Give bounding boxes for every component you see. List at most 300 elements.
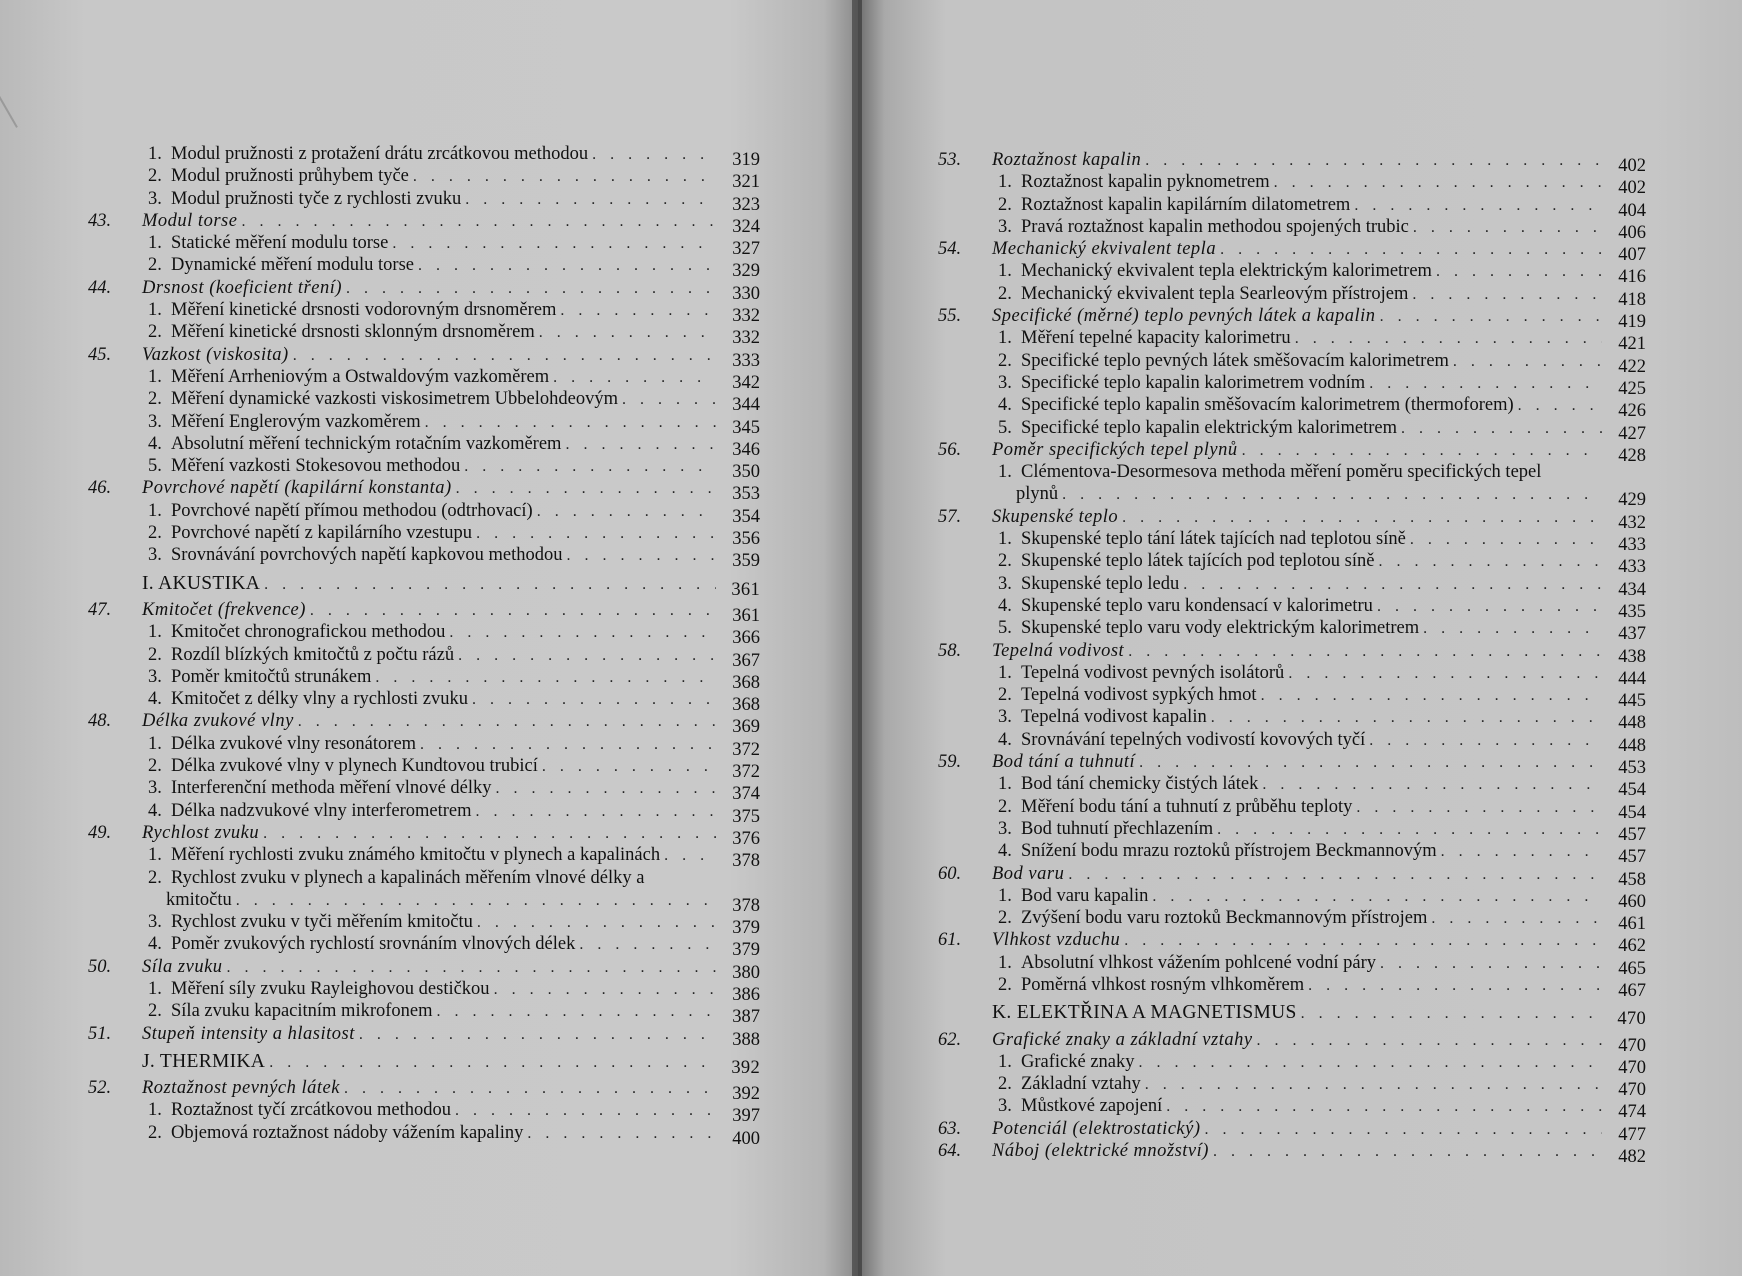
entry-number: 2. bbox=[148, 1122, 162, 1143]
dot-leader bbox=[1068, 864, 1602, 886]
entry-page-number: 470 bbox=[1618, 1035, 1646, 1056]
dot-leader bbox=[1412, 284, 1602, 306]
toc-entry-sub bbox=[938, 952, 1646, 979]
left-page bbox=[0, 0, 858, 1276]
entry-title: Roztažnost pevných látek bbox=[142, 1078, 340, 1099]
dot-leader bbox=[553, 367, 716, 389]
entry-number: 1. bbox=[998, 952, 1012, 973]
entry-number: 4. bbox=[998, 395, 1012, 416]
entry-page-number: 477 bbox=[1618, 1124, 1646, 1145]
entry-number: 4. bbox=[148, 433, 162, 454]
dot-leader bbox=[1410, 529, 1602, 551]
entry-page-number: 462 bbox=[1618, 936, 1646, 957]
entry-title: Dynamické měření modulu torse bbox=[171, 255, 415, 276]
entry-number: 1. bbox=[998, 662, 1012, 683]
entry-page-number: 379 bbox=[732, 918, 760, 939]
dot-leader bbox=[359, 1024, 716, 1046]
toc-entry-sub bbox=[88, 844, 760, 872]
entry-title: Grafické znaky bbox=[1021, 1051, 1135, 1072]
dot-leader bbox=[1378, 551, 1602, 573]
entry-page-number: 380 bbox=[732, 962, 760, 983]
entry-number: 2. bbox=[148, 523, 162, 544]
toc-entry-sub bbox=[88, 755, 760, 783]
entry-number: 2. bbox=[998, 908, 1012, 929]
entry-title: Můstkové zapojení bbox=[1021, 1096, 1163, 1117]
toc-entry-sub bbox=[88, 522, 760, 550]
dot-leader bbox=[1242, 440, 1602, 462]
entry-page-number: 332 bbox=[732, 328, 760, 349]
entry-number: 55. bbox=[938, 306, 962, 327]
entry-page-number: 461 bbox=[1618, 914, 1646, 935]
entry-title: Drsnost (koeficient tření) bbox=[142, 277, 343, 298]
entry-page-number: 434 bbox=[1618, 579, 1646, 600]
entry-title: Měření tepelné kapacity kalorimetru bbox=[1021, 328, 1291, 349]
toc-entry-sub bbox=[88, 232, 760, 260]
entry-page-number: 359 bbox=[732, 551, 760, 572]
toc-entry-sub bbox=[88, 388, 760, 416]
entry-page-number: 454 bbox=[1618, 802, 1646, 823]
entry-title: I. AKUSTIKA bbox=[142, 572, 261, 594]
dot-leader bbox=[476, 523, 716, 545]
dot-leader bbox=[437, 1001, 716, 1023]
dot-leader bbox=[592, 144, 716, 166]
toc-entry-sub bbox=[938, 796, 1646, 823]
dot-leader bbox=[1220, 239, 1602, 261]
book-gutter bbox=[852, 0, 862, 1276]
toc-entry-sub bbox=[938, 1073, 1646, 1101]
entry-title: Měření rychlosti zvuku známého kmitočtu v plynech a kapalinách bbox=[171, 845, 661, 866]
entry-title: Roztažnost kapalin bbox=[992, 150, 1142, 170]
dot-leader bbox=[1369, 730, 1602, 752]
entry-title: Rychlost zvuku bbox=[142, 822, 260, 843]
dot-leader bbox=[449, 622, 716, 644]
entry-title: Kmitočet chronografickou methodou bbox=[171, 622, 446, 643]
entry-title: Vlhkost vzduchu bbox=[992, 930, 1121, 951]
entry-title: Tepelná vodivost pevných isolátorů bbox=[1021, 662, 1285, 683]
entry-title: Skupenské teplo varu kondensací v kalorimetru bbox=[1021, 595, 1373, 616]
page-mark bbox=[0, 92, 18, 128]
entry-page-number: 387 bbox=[732, 1007, 760, 1028]
entry-number: 1. bbox=[998, 529, 1012, 550]
entry-page-number: 458 bbox=[1618, 869, 1646, 890]
toc-entry-sub bbox=[938, 194, 1646, 221]
toc-entry-main bbox=[88, 572, 760, 600]
dot-leader bbox=[1122, 507, 1602, 529]
entry-page-number: 445 bbox=[1618, 691, 1646, 712]
entry-title: Pravá roztažnost kapalin methodou spojených trubic bbox=[1021, 216, 1409, 237]
entry-number: 1. bbox=[148, 233, 162, 254]
entry-number: 4. bbox=[998, 841, 1012, 862]
dot-leader bbox=[565, 434, 716, 456]
entry-page-number: 332 bbox=[732, 306, 760, 327]
entry-title: Specifické teplo pevných látek směšovacím kalorimetrem bbox=[1021, 350, 1449, 371]
dot-leader bbox=[472, 689, 716, 711]
dot-leader bbox=[1354, 195, 1602, 217]
toc-entry-sub bbox=[88, 254, 760, 282]
entry-title: Měření dynamické vazkosti viskosimetrem Ubbelohdeovým bbox=[171, 389, 618, 410]
entry-number: 3. bbox=[998, 818, 1012, 839]
entry-number: 3. bbox=[148, 778, 162, 799]
dot-leader bbox=[1441, 841, 1602, 863]
dot-leader bbox=[464, 456, 716, 478]
entry-title: plynů bbox=[1016, 484, 1059, 505]
dot-leader bbox=[1401, 418, 1602, 440]
entry-number: 43. bbox=[88, 210, 112, 231]
entry-page-number: 368 bbox=[732, 695, 760, 716]
entry-number: 2. bbox=[148, 867, 162, 888]
entry-page-number: 453 bbox=[1618, 758, 1646, 779]
entry-page-number: 397 bbox=[732, 1106, 760, 1127]
toc-entry-sub bbox=[88, 1000, 760, 1028]
toc-entry-sec bbox=[938, 640, 1646, 667]
entry-number: 3. bbox=[148, 666, 162, 687]
entry-number: 56. bbox=[938, 439, 962, 460]
dot-leader bbox=[1205, 1119, 1602, 1141]
entry-title: Poměr specifických tepel plynů bbox=[992, 439, 1238, 460]
toc-entry-sub bbox=[88, 366, 760, 393]
toc-entry-sub bbox=[938, 372, 1646, 399]
toc-entry-sub bbox=[88, 1122, 760, 1149]
entry-page-number: 427 bbox=[1618, 423, 1646, 444]
right-page bbox=[858, 0, 1742, 1276]
dot-leader bbox=[298, 711, 716, 733]
entry-title: Povrchové napětí přímou methodou (odtrhovací) bbox=[171, 500, 533, 521]
dot-leader bbox=[1262, 774, 1602, 796]
dot-leader bbox=[413, 166, 716, 188]
entry-title: Absolutní měření technickým rotačním vazkoměrem bbox=[171, 433, 562, 454]
dot-leader bbox=[664, 845, 716, 867]
entry-number: 47. bbox=[88, 599, 112, 620]
entry-title: Clémentova-Desormesova methoda měření poměru specifických tepel bbox=[1021, 462, 1542, 483]
dot-leader bbox=[1183, 574, 1602, 596]
toc-entry-sec bbox=[938, 1118, 1646, 1145]
entry-page-number: 421 bbox=[1618, 334, 1646, 355]
dot-leader bbox=[1257, 1030, 1602, 1052]
entry-number: 1. bbox=[148, 733, 162, 754]
entry-title: Tepelná vodivost kapalin bbox=[1021, 707, 1207, 728]
entry-page-number: 361 bbox=[731, 579, 760, 600]
entry-title: Roztažnost kapalin kapilárním dilatometrem bbox=[1021, 194, 1351, 215]
entry-title: Bod tání a tuhnutí bbox=[992, 752, 1136, 773]
toc-entry-sec bbox=[938, 1029, 1646, 1056]
entry-page-number: 345 bbox=[732, 417, 760, 438]
entry-title: kmitočtu bbox=[166, 889, 232, 910]
toc-entry-sub bbox=[938, 729, 1646, 756]
entry-page-number: 460 bbox=[1618, 891, 1646, 912]
dot-leader bbox=[476, 801, 716, 823]
toc-entry-sec bbox=[88, 210, 760, 237]
toc-entry-sec bbox=[88, 477, 760, 505]
entry-number: 46. bbox=[88, 478, 112, 499]
entry-page-number: 329 bbox=[732, 261, 760, 282]
entry-page-number: 350 bbox=[732, 462, 760, 483]
toc-entry-sub bbox=[938, 1095, 1646, 1123]
entry-number: 53. bbox=[938, 150, 962, 170]
dot-leader bbox=[456, 478, 716, 500]
entry-title: Náboj (elektrické množství) bbox=[992, 1141, 1209, 1162]
entry-number: 57. bbox=[938, 506, 962, 527]
dot-leader bbox=[263, 823, 716, 845]
toc-entry-sub bbox=[938, 1051, 1646, 1078]
entry-page-number: 368 bbox=[732, 672, 760, 693]
entry-page-number: 474 bbox=[1618, 1102, 1646, 1123]
toc-entry-sub bbox=[88, 143, 760, 170]
entry-page-number: 418 bbox=[1618, 289, 1646, 310]
entry-page-number: 419 bbox=[1618, 312, 1646, 333]
toc-entry-sec bbox=[88, 710, 760, 738]
dot-leader bbox=[269, 1052, 716, 1074]
entry-title: Interferenční methoda měření vlnové délky bbox=[171, 778, 492, 799]
toc-entry-cont bbox=[938, 483, 1646, 511]
dot-leader bbox=[310, 600, 716, 622]
dot-leader bbox=[1124, 930, 1602, 952]
entry-page-number: 378 bbox=[732, 851, 760, 872]
toc-entry-sub bbox=[88, 621, 760, 649]
entry-page-number: 402 bbox=[1618, 178, 1646, 199]
entry-page-number: 353 bbox=[732, 484, 760, 505]
toc-entry-sub bbox=[938, 617, 1646, 645]
entry-page-number: 354 bbox=[732, 506, 760, 527]
entry-title: Délka nadzvukové vlny interferometrem bbox=[171, 800, 472, 821]
entry-page-number: 457 bbox=[1618, 824, 1646, 845]
entry-page-number: 375 bbox=[732, 806, 760, 827]
toc-entry-sec bbox=[938, 439, 1646, 466]
toc-entry-sec bbox=[88, 822, 760, 849]
dot-leader bbox=[1288, 663, 1602, 685]
toc-entry-sub bbox=[938, 595, 1646, 622]
entry-number: 50. bbox=[88, 956, 112, 977]
entry-page-number: 457 bbox=[1618, 847, 1646, 868]
toc-entry-sub bbox=[88, 500, 760, 527]
toc-entry-sec bbox=[938, 751, 1646, 779]
entry-page-number: 404 bbox=[1618, 200, 1646, 221]
entry-number: 1. bbox=[998, 261, 1012, 282]
entry-title: Síla zvuku kapacitním mikrofonem bbox=[171, 1001, 433, 1022]
dot-leader bbox=[537, 501, 716, 523]
entry-number: 5. bbox=[998, 618, 1012, 639]
entry-number: 1. bbox=[148, 978, 162, 999]
toc-entry-sec bbox=[938, 506, 1646, 533]
entry-page-number: 379 bbox=[732, 940, 760, 961]
dot-leader bbox=[1377, 596, 1602, 618]
entry-page-number: 330 bbox=[732, 283, 760, 304]
toc-entry-sec bbox=[88, 277, 760, 304]
entry-title: Specifické teplo kapalin kalorimetrem vodním bbox=[1021, 372, 1366, 393]
entry-page-number: 448 bbox=[1618, 713, 1646, 734]
entry-page-number: 327 bbox=[732, 239, 760, 260]
toc-entry-sec bbox=[938, 863, 1646, 890]
entry-title: Tepelná vodivost sypkých hmot bbox=[1021, 685, 1257, 706]
dot-leader bbox=[392, 233, 716, 255]
dot-leader bbox=[579, 934, 716, 956]
dot-leader bbox=[420, 734, 716, 756]
dot-leader bbox=[1380, 953, 1602, 975]
toc-entry-cont bbox=[88, 889, 760, 916]
dot-leader bbox=[264, 574, 716, 596]
entry-page-number: 402 bbox=[1618, 156, 1646, 176]
toc-entry-sub bbox=[88, 867, 760, 889]
entry-page-number: 428 bbox=[1618, 445, 1646, 466]
entry-number: 1. bbox=[148, 500, 162, 521]
entry-page-number: 392 bbox=[732, 1084, 760, 1105]
toc-entry-sub bbox=[938, 684, 1646, 712]
dot-leader bbox=[1518, 395, 1602, 417]
toc-entry-sec bbox=[88, 1077, 760, 1105]
toc-entry-sub bbox=[88, 911, 760, 939]
entry-number: 1. bbox=[998, 885, 1012, 906]
entry-number: 63. bbox=[938, 1118, 962, 1139]
dot-leader bbox=[227, 957, 716, 979]
entry-number: 1. bbox=[148, 622, 162, 643]
entry-page-number: 369 bbox=[732, 717, 760, 738]
entry-number: 64. bbox=[938, 1141, 962, 1162]
toc-entry-sub bbox=[88, 544, 760, 572]
entry-number: 2. bbox=[148, 389, 162, 410]
dot-leader bbox=[458, 645, 716, 667]
entry-page-number: 344 bbox=[732, 395, 760, 416]
entry-title: Měření bodu tání a tuhnutí z průběhu teploty bbox=[1021, 796, 1353, 817]
entry-title: Povrchové napětí z kapilárního vzestupu bbox=[171, 523, 473, 544]
entry-title: Povrchové napětí (kapilární konstanta) bbox=[142, 478, 452, 499]
entry-number: 49. bbox=[88, 822, 112, 843]
right-toc bbox=[938, 149, 1646, 1168]
entry-number: 1. bbox=[148, 300, 162, 321]
dot-leader bbox=[1213, 1141, 1602, 1163]
entry-title: Mechanický ekvivalent tepla Searleovým přístrojem bbox=[1021, 283, 1409, 304]
entry-title: Specifické teplo kapalin směšovacím kalorimetrem (thermoforem) bbox=[1021, 395, 1514, 416]
toc-entry-sub bbox=[88, 1099, 760, 1127]
entry-title: Modul pružnosti z protažení drátu zrcátkovou methodou bbox=[171, 144, 589, 164]
entry-page-number: 448 bbox=[1618, 735, 1646, 756]
entry-number: 3. bbox=[148, 545, 162, 566]
entry-number: 1. bbox=[148, 366, 162, 387]
toc-entry-sub bbox=[88, 411, 760, 438]
entry-page-number: 432 bbox=[1618, 512, 1646, 533]
entry-title: Bod tání chemicky čistých látek bbox=[1021, 774, 1259, 795]
entry-page-number: 356 bbox=[732, 529, 760, 550]
entry-number: 44. bbox=[88, 277, 112, 298]
entry-page-number: 374 bbox=[732, 784, 760, 805]
toc-entry-sub bbox=[938, 840, 1646, 868]
entry-number: 1. bbox=[998, 774, 1012, 795]
entry-title: Stupeň intensity a hlasitost bbox=[142, 1023, 355, 1044]
entry-number: 1. bbox=[148, 144, 162, 164]
entry-number: 52. bbox=[88, 1078, 112, 1099]
entry-title: Vazkost (viskosita) bbox=[142, 344, 289, 365]
entry-page-number: 333 bbox=[732, 350, 760, 371]
entry-title: Modul torse bbox=[142, 210, 238, 231]
entry-title: Srovnávání povrchových napětí kapkovou methodou bbox=[171, 545, 563, 566]
toc-entry-sub bbox=[938, 216, 1646, 243]
entry-title: Modul pružnosti tyče z rychlosti zvuku bbox=[171, 188, 462, 209]
dot-leader bbox=[375, 667, 716, 689]
dot-leader bbox=[1369, 373, 1602, 395]
entry-number: 1. bbox=[148, 1100, 162, 1121]
entry-page-number: 435 bbox=[1618, 601, 1646, 622]
entry-title: Rozdíl blízkých kmitočtů z počtu rázů bbox=[171, 644, 455, 665]
entry-number: 3. bbox=[998, 216, 1012, 237]
entry-page-number: 454 bbox=[1618, 780, 1646, 801]
toc-entry-sub bbox=[938, 818, 1646, 845]
entry-title: Bod tuhnutí přechlazením bbox=[1021, 818, 1214, 839]
entry-number: 4. bbox=[148, 800, 162, 821]
entry-title: Skupenské teplo látek tajících pod teplotou síně bbox=[1021, 551, 1375, 572]
entry-title: Poměr zvukových rychlostí srovnáním vlnových délek bbox=[171, 934, 576, 955]
entry-number: 4. bbox=[998, 729, 1012, 750]
toc-entry-sub bbox=[938, 573, 1646, 600]
entry-page-number: 378 bbox=[732, 895, 760, 916]
entry-number: 2. bbox=[148, 322, 162, 343]
entry-number: 3. bbox=[148, 912, 162, 933]
dot-leader bbox=[542, 756, 716, 778]
entry-title: Bod varu bbox=[992, 863, 1065, 884]
entry-page-number: 367 bbox=[732, 650, 760, 671]
entry-number: 3. bbox=[998, 707, 1012, 728]
entry-page-number: 406 bbox=[1618, 222, 1646, 243]
dot-leader bbox=[1139, 1052, 1602, 1074]
entry-number: 54. bbox=[938, 239, 962, 260]
entry-title: Měření vazkosti Stokesovou methodou bbox=[171, 456, 461, 477]
entry-page-number: 444 bbox=[1618, 668, 1646, 689]
toc-entry-sec bbox=[938, 149, 1646, 176]
entry-page-number: 361 bbox=[732, 605, 760, 626]
toc-entry-sub bbox=[938, 394, 1646, 422]
entry-page-number: 425 bbox=[1618, 378, 1646, 399]
dot-leader bbox=[539, 322, 716, 344]
toc-entry-sec bbox=[88, 1023, 760, 1050]
entry-title: Měření síly zvuku Rayleighovou destičkou bbox=[171, 978, 490, 999]
toc-entry-sec bbox=[938, 929, 1646, 957]
entry-number: 60. bbox=[938, 863, 962, 884]
entry-number: 2. bbox=[998, 974, 1012, 995]
toc-entry-sub bbox=[88, 644, 760, 671]
entry-title: Skupenské teplo ledu bbox=[1021, 573, 1180, 594]
dot-leader bbox=[1152, 886, 1602, 908]
entry-title: Délka zvukové vlny v plynech Kundtovou trubicí bbox=[171, 756, 538, 777]
entry-number: 3. bbox=[998, 372, 1012, 393]
entry-number: 2. bbox=[998, 283, 1012, 304]
entry-number: 4. bbox=[998, 595, 1012, 616]
entry-number: 58. bbox=[938, 640, 962, 661]
entry-page-number: 388 bbox=[732, 1029, 760, 1050]
dot-leader bbox=[496, 778, 716, 800]
entry-title: Délka zvukové vlny resonátorem bbox=[171, 733, 417, 754]
entry-number: 1. bbox=[998, 328, 1012, 349]
toc-entry-sub bbox=[938, 417, 1646, 444]
entry-title: Tepelná vodivost bbox=[992, 640, 1125, 661]
toc-entry-sub bbox=[88, 188, 760, 215]
dot-leader bbox=[465, 189, 716, 211]
entry-page-number: 372 bbox=[732, 739, 760, 760]
toc-entry-sub bbox=[938, 550, 1646, 578]
entry-title: Mechanický ekvivalent tepla elektrickým kalorimetrem bbox=[1021, 261, 1432, 282]
dot-leader bbox=[1453, 351, 1602, 373]
entry-page-number: 324 bbox=[732, 216, 760, 237]
entry-title: Měření Englerovým vazkoměrem bbox=[171, 411, 421, 432]
dot-leader bbox=[567, 545, 717, 567]
entry-number: 2. bbox=[998, 1074, 1012, 1095]
entry-page-number: 366 bbox=[732, 628, 760, 649]
entry-number: 2. bbox=[148, 756, 162, 777]
dot-leader bbox=[1274, 172, 1602, 194]
entry-page-number: 400 bbox=[732, 1128, 760, 1149]
entry-number: 45. bbox=[88, 344, 112, 365]
toc-entry-sub bbox=[938, 461, 1646, 483]
entry-number: 1. bbox=[998, 1051, 1012, 1072]
dot-leader bbox=[477, 912, 716, 934]
entry-title: Skupenské teplo bbox=[992, 506, 1119, 527]
toc-entry-main bbox=[88, 1050, 760, 1078]
